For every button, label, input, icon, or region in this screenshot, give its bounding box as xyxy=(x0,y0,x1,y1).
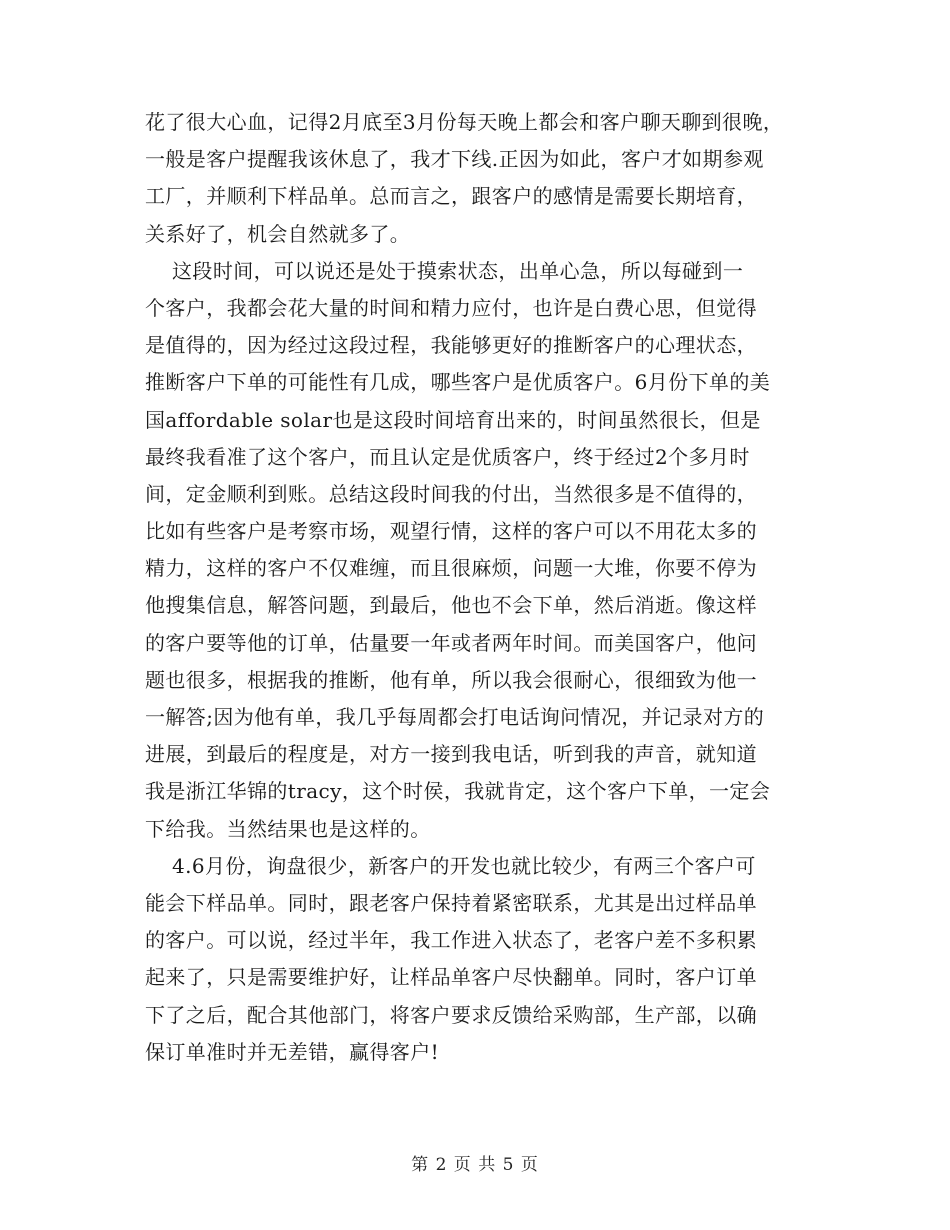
text-line: 关系好了，机会自然就多了。 xyxy=(145,221,411,246)
text-line: 花了很大心血，记得2月底至3月份每天晚上都会和客户聊天聊到很晚， xyxy=(145,110,784,134)
text-line: 进展，到最后的程度是，对方一接到我电话，听到我的声音，就知道 xyxy=(145,742,757,767)
paragraph-3 xyxy=(145,848,815,1071)
paragraph-1 xyxy=(145,104,815,253)
text-line: 下给我。当然结果也是这样的。 xyxy=(145,816,431,841)
text-line: 一解答;因为他有单，我几乎每周都会打电话询问情况，并记录对方的 xyxy=(145,705,765,729)
text-line: 精力，这样的客户不仅难缠，而且很麻烦，问题一大堆，你要不停为 xyxy=(145,556,757,581)
text-line: 的客户。可以说，经过半年，我工作进入状态了，老客户差不多积累 xyxy=(145,928,757,953)
text-line: 题也很多，根据我的推断，他有单，所以我会很耐心，很细致为他一 xyxy=(145,667,757,692)
body-text xyxy=(145,104,815,1071)
text-line: 是值得的，因为经过这段过程，我能够更好的推断客户的心理状态， xyxy=(145,333,757,358)
text-line: 我是浙江华锦的tracy，这个时侯，我就肯定，这个客户下单，一定会 xyxy=(145,779,771,804)
text-line: 间，定金顺利到账。总结这段时间我的付出，当然很多是不值得的， xyxy=(145,481,757,506)
text-line: 推断客户下单的可能性有几成，哪些客户是优质客户。6月份下单的美 xyxy=(145,370,771,395)
text-line: 一般是客户提醒我该休息了，我才下线.正因为如此，客户才如期参观 xyxy=(145,147,764,172)
page-number-footer: 第 2 页 共 5 页 xyxy=(411,1155,539,1175)
text-line: 这段时间，可以说还是处于摸索状态，出单心急，所以每碰到一 xyxy=(145,258,744,283)
text-line: 的客户要等他的订单，估量要一年或者两年时间。而美国客户，他问 xyxy=(145,630,757,655)
text-line: 4.6月份，询盘很少，新客户的开发也就比较少，有两三个客户可 xyxy=(145,853,756,878)
text-line: 个客户，我都会花大量的时间和精力应付，也许是白费心思，但觉得 xyxy=(145,295,757,320)
paragraph-2 xyxy=(145,253,815,848)
text-line: 能会下样品单。同时，跟老客户保持着紧密联系，尤其是出过样品单 xyxy=(145,890,757,915)
text-line: 他搜集信息，解答问题，到最后，他也不会下单，然后消逝。像这样 xyxy=(145,593,757,618)
text-line: 起来了，只是需要维护好，让样品单客户尽快翻单。同时，客户订单 xyxy=(145,965,757,990)
text-line: 国affordable solar也是这段时间培育出来的，时间虽然很长，但是 xyxy=(145,407,761,432)
text-line: 工厂，并顺利下样品单。总而言之，跟客户的感情是需要长期培育， xyxy=(145,184,757,209)
text-line: 下了之后，配合其他部门，将客户要求反馈给采购部，生产部，以确 xyxy=(145,1002,757,1027)
text-line: 比如有些客户是考察市场，观望行情，这样的客户可以不用花太多的 xyxy=(145,519,757,544)
text-line: 最终我看准了这个客户，而且认定是优质客户，终于经过2个多月时 xyxy=(145,444,750,469)
text-line: 保订单准时并无差错，赢得客户! xyxy=(145,1039,440,1064)
